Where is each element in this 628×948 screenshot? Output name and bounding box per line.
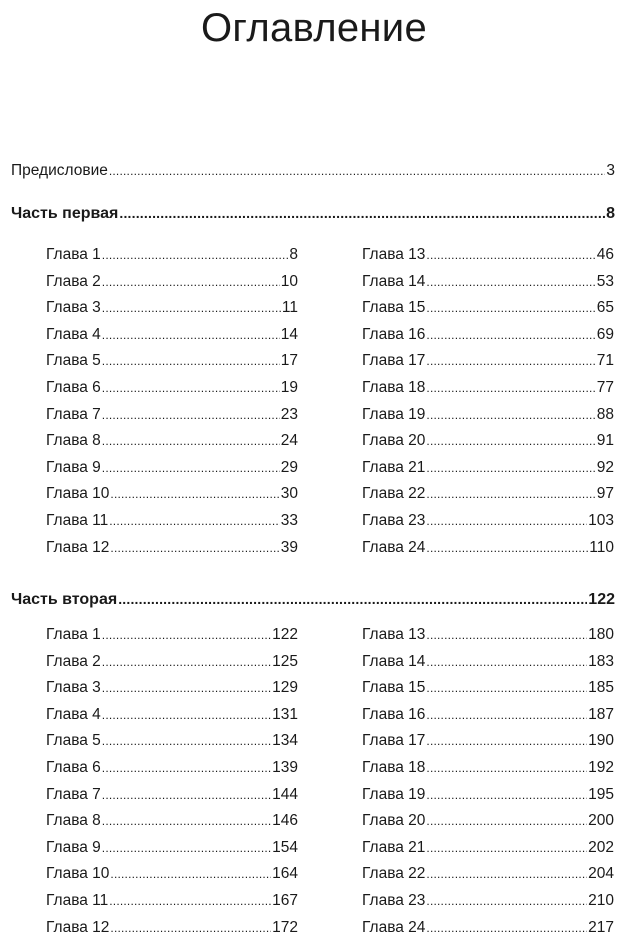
dot-leader bbox=[426, 481, 595, 508]
toc-chapter-page: 131 bbox=[272, 705, 298, 723]
toc-chapter-page: 46 bbox=[596, 246, 614, 263]
page-title: Оглавление bbox=[200, 6, 427, 50]
toc-chapter-label: Глава 6 bbox=[46, 758, 101, 776]
toc-chapter-entry[interactable] bbox=[46, 622, 298, 649]
toc-chapter-label: Глава 3 bbox=[46, 299, 101, 317]
dot-leader bbox=[426, 649, 587, 676]
toc-chapter-entry[interactable] bbox=[362, 428, 614, 455]
dot-leader bbox=[426, 375, 595, 402]
dot-leader bbox=[426, 295, 595, 322]
toc-part-2[interactable] bbox=[11, 591, 615, 609]
toc-chapter-entry[interactable] bbox=[46, 375, 298, 402]
toc-chapter-page: 8 bbox=[289, 246, 298, 263]
dot-leader bbox=[426, 888, 587, 915]
dot-leader bbox=[426, 702, 587, 729]
toc-chapter-page: 29 bbox=[280, 458, 298, 476]
toc-chapter-label: Глава 21 bbox=[362, 458, 426, 476]
toc-chapter-label: Глава 9 bbox=[46, 838, 101, 856]
toc-part-label: Часть первая bbox=[11, 205, 119, 222]
toc-chapter-entry[interactable] bbox=[362, 782, 614, 809]
toc-chapter-label: Глава 17 bbox=[362, 352, 426, 370]
toc-chapter-entry[interactable] bbox=[46, 702, 298, 729]
toc-chapter-label: Глава 4 bbox=[46, 705, 101, 723]
toc-chapter-page: 65 bbox=[596, 299, 614, 317]
toc-part-label: Часть вторая bbox=[11, 591, 118, 608]
toc-chapter-entry[interactable] bbox=[362, 755, 614, 782]
dot-leader bbox=[426, 835, 587, 862]
toc-chapter-entry[interactable] bbox=[362, 348, 614, 375]
toc-chapter-page: 77 bbox=[596, 378, 614, 396]
toc-chapter-entry[interactable] bbox=[362, 622, 614, 649]
toc-chapter-entry[interactable] bbox=[46, 402, 298, 429]
toc-chapter-label: Глава 14 bbox=[362, 272, 426, 290]
toc-chapter-page: 17 bbox=[280, 352, 298, 370]
toc-chapter-page: 33 bbox=[280, 511, 298, 529]
toc-chapter-page: 125 bbox=[272, 652, 298, 670]
toc-chapter-label: Глава 21 bbox=[362, 838, 426, 856]
toc-chapter-label: Глава 13 bbox=[362, 246, 426, 263]
toc-chapter-label: Глава 20 bbox=[362, 812, 426, 830]
dot-leader bbox=[102, 702, 271, 729]
toc-chapter-page: 195 bbox=[588, 785, 614, 803]
toc-chapter-entry[interactable] bbox=[362, 702, 614, 729]
toc-chapter-label: Глава 2 bbox=[46, 652, 101, 670]
dot-leader bbox=[426, 455, 595, 482]
dot-leader bbox=[102, 375, 280, 402]
toc-chapter-label: Глава 11 bbox=[46, 511, 109, 529]
dot-leader bbox=[426, 348, 595, 375]
toc-chapter-label: Глава 7 bbox=[46, 405, 101, 423]
toc-chapter-entry[interactable] bbox=[46, 348, 298, 375]
dot-leader bbox=[426, 675, 587, 702]
toc-chapter-list bbox=[46, 622, 298, 941]
toc-chapter-label: Глава 15 bbox=[362, 299, 426, 317]
dot-leader bbox=[102, 755, 271, 782]
toc-chapter-entry[interactable] bbox=[362, 508, 614, 535]
toc-chapter-entry[interactable] bbox=[46, 295, 298, 322]
toc-chapter-entry[interactable] bbox=[362, 728, 614, 755]
toc-chapter-label: Глава 20 bbox=[362, 432, 426, 450]
dot-leader bbox=[102, 782, 271, 809]
dot-leader bbox=[102, 322, 280, 349]
dot-leader bbox=[109, 508, 279, 535]
toc-chapter-label: Глава 15 bbox=[362, 679, 426, 697]
toc-chapter-label: Глава 6 bbox=[46, 378, 101, 396]
dot-leader bbox=[426, 728, 587, 755]
dot-leader bbox=[102, 455, 280, 482]
toc-chapter-page: 164 bbox=[272, 865, 298, 883]
dot-leader bbox=[102, 675, 271, 702]
toc-chapter-entry[interactable] bbox=[46, 649, 298, 676]
toc-chapter-label: Глава 19 bbox=[362, 785, 426, 803]
dot-leader bbox=[426, 861, 587, 888]
toc-chapter-page: 69 bbox=[596, 325, 614, 343]
dot-leader bbox=[110, 861, 271, 888]
dot-leader bbox=[426, 508, 587, 535]
toc-chapter-page: 172 bbox=[272, 918, 298, 936]
toc-chapter-label: Глава 1 bbox=[46, 246, 101, 263]
dot-leader bbox=[102, 622, 271, 649]
toc-chapter-label: Глава 24 bbox=[362, 918, 426, 936]
toc-chapter-label: Глава 12 bbox=[46, 538, 110, 556]
toc-chapter-page: 39 bbox=[280, 538, 298, 556]
toc-chapter-page: 146 bbox=[272, 812, 298, 830]
dot-leader bbox=[102, 242, 289, 269]
toc-chapter-page: 200 bbox=[588, 812, 614, 830]
toc-chapter-page: 190 bbox=[588, 732, 614, 750]
toc-chapter-entry[interactable] bbox=[46, 508, 298, 535]
toc-chapter-label: Глава 2 bbox=[46, 272, 101, 290]
toc-chapter-entry[interactable] bbox=[46, 242, 298, 269]
toc-chapter-label: Глава 13 bbox=[362, 626, 426, 643]
toc-chapter-label: Глава 18 bbox=[362, 758, 426, 776]
toc-chapter-label: Глава 8 bbox=[46, 432, 101, 450]
toc-chapter-page: 110 bbox=[589, 538, 614, 556]
toc-chapter-entry[interactable] bbox=[362, 322, 614, 349]
dot-leader bbox=[426, 755, 587, 782]
toc-chapter-label: Глава 5 bbox=[46, 352, 101, 370]
toc-chapter-entry[interactable] bbox=[46, 835, 298, 862]
toc-chapter-entry[interactable] bbox=[362, 535, 614, 562]
toc-chapter-page: 122 bbox=[272, 626, 298, 643]
toc-chapter-label: Глава 9 bbox=[46, 458, 101, 476]
toc-chapter-label: Глава 1 bbox=[46, 626, 101, 643]
toc-chapter-page: 53 bbox=[596, 272, 614, 290]
toc-chapter-page: 19 bbox=[280, 378, 298, 396]
toc-chapter-entry[interactable] bbox=[46, 755, 298, 782]
toc-chapter-entry[interactable] bbox=[362, 675, 614, 702]
toc-chapter-entry[interactable] bbox=[362, 242, 614, 269]
dot-leader bbox=[102, 728, 271, 755]
toc-chapter-label: Глава 10 bbox=[46, 865, 110, 883]
toc-chapter-label: Глава 7 bbox=[46, 785, 101, 803]
toc-chapter-page: 210 bbox=[588, 891, 614, 909]
dot-leader bbox=[426, 269, 595, 296]
toc-chapter-label: Глава 18 bbox=[362, 378, 426, 396]
dot-leader bbox=[426, 782, 587, 809]
toc-chapter-label: Глава 22 bbox=[362, 485, 426, 503]
toc-chapter-page: 217 bbox=[588, 918, 614, 936]
toc-chapter-entry[interactable] bbox=[46, 428, 298, 455]
toc-chapter-label: Глава 3 bbox=[46, 679, 101, 697]
toc-chapter-page: 30 bbox=[280, 485, 298, 503]
toc-chapter-label: Глава 8 bbox=[46, 812, 101, 830]
toc-chapter-page: 11 bbox=[281, 299, 298, 317]
toc-chapter-entry[interactable] bbox=[46, 535, 298, 562]
toc-chapter-entry[interactable] bbox=[46, 915, 298, 942]
toc-chapter-page: 24 bbox=[280, 432, 298, 450]
toc-chapter-label: Глава 23 bbox=[362, 511, 426, 529]
toc-chapter-page: 183 bbox=[588, 652, 614, 670]
dot-leader bbox=[426, 622, 587, 649]
toc-chapter-page: 103 bbox=[588, 511, 614, 529]
toc-chapter-page: 139 bbox=[272, 758, 298, 776]
toc-part-page: 122 bbox=[588, 591, 615, 608]
dot-leader bbox=[102, 348, 280, 375]
toc-chapter-entry[interactable] bbox=[362, 808, 614, 835]
dot-leader bbox=[426, 428, 595, 455]
toc-chapter-label: Глава 22 bbox=[362, 865, 426, 883]
toc-chapter-entry[interactable] bbox=[46, 861, 298, 888]
toc-chapter-entry[interactable] bbox=[362, 402, 614, 429]
toc-chapter-page: 10 bbox=[280, 272, 298, 290]
dot-leader bbox=[426, 402, 595, 429]
toc-chapter-list bbox=[46, 242, 298, 561]
toc-chapter-label: Глава 16 bbox=[362, 705, 426, 723]
toc-chapter-page: 88 bbox=[596, 405, 614, 423]
toc-chapter-page: 204 bbox=[588, 865, 614, 883]
toc-chapter-entry[interactable] bbox=[46, 728, 298, 755]
toc-chapter-page: 92 bbox=[596, 458, 614, 476]
toc-chapter-list bbox=[362, 242, 614, 561]
dot-leader bbox=[109, 164, 606, 178]
toc-chapter-label: Глава 23 bbox=[362, 891, 426, 909]
dot-leader bbox=[110, 915, 271, 942]
dot-leader bbox=[110, 535, 279, 562]
toc-chapter-page: 202 bbox=[588, 838, 614, 856]
toc-chapter-label: Глава 16 bbox=[362, 325, 426, 343]
toc-chapter-entry[interactable] bbox=[362, 915, 614, 942]
dot-leader bbox=[102, 402, 280, 429]
toc-chapter-entry[interactable] bbox=[46, 888, 298, 915]
toc-chapter-label: Глава 11 bbox=[46, 891, 109, 909]
dot-leader bbox=[102, 428, 280, 455]
toc-chapter-label: Глава 4 bbox=[46, 325, 101, 343]
toc-chapter-entry[interactable] bbox=[46, 808, 298, 835]
toc-chapter-page: 185 bbox=[588, 679, 614, 697]
toc-chapter-page: 192 bbox=[588, 758, 614, 776]
dot-leader bbox=[119, 205, 605, 221]
dot-leader bbox=[102, 649, 271, 676]
toc-chapter-label: Глава 17 bbox=[362, 732, 426, 750]
dot-leader bbox=[426, 322, 595, 349]
toc-chapter-entry[interactable] bbox=[46, 782, 298, 809]
toc-chapter-label: Глава 19 bbox=[362, 405, 426, 423]
toc-chapter-page: 180 bbox=[588, 626, 614, 643]
toc-chapter-page: 71 bbox=[596, 352, 614, 370]
toc-chapter-page: 187 bbox=[588, 705, 614, 723]
toc-chapter-page: 23 bbox=[280, 405, 298, 423]
toc-entry-page: 3 bbox=[606, 162, 615, 179]
toc-chapter-page: 167 bbox=[272, 891, 298, 909]
toc-chapter-label: Глава 24 bbox=[362, 538, 426, 556]
toc-chapter-entry[interactable] bbox=[362, 888, 614, 915]
toc-chapter-entry[interactable] bbox=[46, 455, 298, 482]
toc-chapter-page: 91 bbox=[596, 432, 614, 450]
toc-chapter-entry[interactable] bbox=[46, 675, 298, 702]
toc-chapter-entry[interactable] bbox=[46, 481, 298, 508]
dot-leader bbox=[426, 915, 587, 942]
toc-entry-preface[interactable] bbox=[11, 162, 615, 180]
toc-chapter-page: 154 bbox=[272, 838, 298, 856]
dot-leader bbox=[118, 591, 587, 607]
toc-chapter-entry[interactable] bbox=[362, 861, 614, 888]
toc-chapter-entry[interactable] bbox=[362, 455, 614, 482]
toc-chapter-label: Глава 14 bbox=[362, 652, 426, 670]
dot-leader bbox=[109, 888, 271, 915]
toc-chapter-entry[interactable] bbox=[362, 375, 614, 402]
dot-leader bbox=[426, 808, 587, 835]
dot-leader bbox=[426, 535, 588, 562]
toc-chapter-page: 14 bbox=[280, 325, 298, 343]
toc-chapter-entry[interactable] bbox=[362, 481, 614, 508]
toc-chapter-entry[interactable] bbox=[46, 269, 298, 296]
dot-leader bbox=[110, 481, 279, 508]
toc-chapter-list bbox=[362, 622, 614, 941]
toc-chapter-entry[interactable] bbox=[46, 322, 298, 349]
toc-chapter-entry[interactable] bbox=[362, 269, 614, 296]
dot-leader bbox=[102, 835, 271, 862]
toc-entry-label: Предисловие bbox=[11, 162, 108, 179]
toc-part-1[interactable] bbox=[11, 205, 615, 223]
toc-chapter-page: 129 bbox=[272, 679, 298, 697]
toc-chapter-entry[interactable] bbox=[362, 835, 614, 862]
dot-leader bbox=[426, 242, 595, 269]
toc-chapter-label: Глава 10 bbox=[46, 485, 110, 503]
dot-leader bbox=[102, 269, 280, 296]
dot-leader bbox=[102, 808, 271, 835]
toc-chapter-entry[interactable] bbox=[362, 649, 614, 676]
toc-chapter-label: Глава 5 bbox=[46, 732, 101, 750]
toc-chapter-label: Глава 12 bbox=[46, 918, 110, 936]
dot-leader bbox=[102, 295, 281, 322]
toc-chapter-page: 134 bbox=[272, 732, 298, 750]
toc-part-page: 8 bbox=[606, 205, 615, 222]
toc-chapter-entry[interactable] bbox=[362, 295, 614, 322]
toc-chapter-page: 144 bbox=[272, 785, 298, 803]
toc-chapter-page: 97 bbox=[596, 485, 614, 503]
